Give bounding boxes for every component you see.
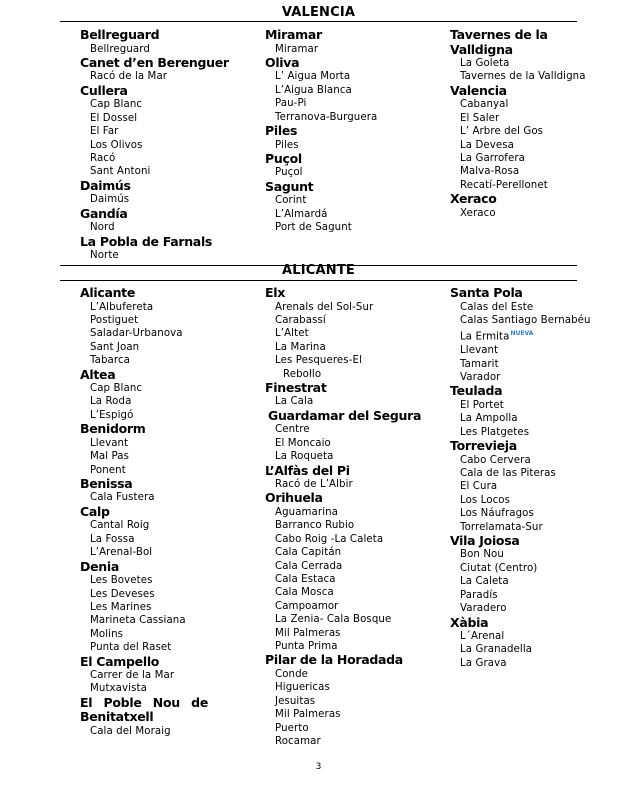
beach-item: Cala Cerrada — [275, 560, 343, 572]
beach-item: Higuericas — [275, 682, 330, 694]
beach-item: Carrer de la Mar — [90, 670, 175, 682]
municipality-group — [265, 28, 450, 56]
beach-item: Rocamar — [275, 735, 321, 747]
beach-item: Cala del Moraig — [90, 725, 171, 737]
beach-item: El Portet — [460, 399, 504, 411]
municipality-name: L’Alfàs del Pi — [265, 462, 350, 478]
beach-item: Cabanyal — [460, 99, 509, 111]
beach-item: La Marina — [275, 341, 326, 353]
beach-item: Puerto — [275, 722, 309, 734]
beach-item: Les Pesqueres-El — [275, 355, 362, 367]
beach-item: Aguamarina — [275, 506, 339, 518]
municipality-group — [80, 560, 265, 655]
beach-item: Los Náufragos — [460, 508, 534, 520]
alicante-column-2 — [265, 286, 450, 748]
beach-item: Mutxavista — [90, 683, 147, 695]
municipality-name: Pilar de la Horadada — [265, 652, 403, 668]
new-badge: NUEVA — [510, 330, 534, 338]
valencia-column-1 — [80, 28, 265, 262]
beach-item: La Goleta — [460, 58, 510, 69]
municipality-group — [450, 192, 635, 220]
municipality-name: Teulada — [450, 383, 503, 399]
municipality-group — [265, 180, 450, 235]
municipality-group — [265, 286, 450, 381]
beach-item: Los Olivos — [90, 139, 143, 151]
beach-item: Tamarit — [460, 358, 499, 370]
beach-item: Les Platgetes — [460, 426, 530, 438]
beach-item: Puçol — [275, 167, 303, 179]
beach-item: La Fossa — [90, 533, 135, 545]
section-title-valencia: VALENCIA — [281, 5, 356, 20]
municipality-group — [450, 286, 635, 384]
municipality-group — [450, 439, 635, 534]
municipality-group — [80, 655, 265, 696]
beach-item: Cala de las Piteras — [460, 467, 556, 479]
beach-item: La Cala — [275, 396, 314, 408]
municipality-group — [80, 368, 265, 423]
beach-label: La Ermita — [460, 331, 510, 343]
beach-item: Llevant — [90, 437, 129, 449]
municipality-name: Torrevieja — [450, 438, 517, 454]
beach-item: La Granadella — [460, 644, 533, 656]
beach-item: Cap Blanc — [90, 99, 143, 111]
municipality-name-continuation: Valldigna — [450, 41, 513, 57]
beach-item: Norte — [90, 250, 119, 262]
beach-item: Arenals del Sol-Sur — [275, 301, 374, 313]
beach-item: Varador — [460, 371, 501, 383]
municipality-name: Santa Pola — [450, 285, 523, 300]
beach-item: L’Espigó — [90, 409, 134, 421]
municipality-group — [450, 384, 635, 439]
beach-item: Conde — [275, 668, 309, 680]
page-number: 3 — [315, 762, 322, 772]
beach-item: Bellreguard — [90, 43, 150, 55]
municipality-name: Daimús — [80, 177, 131, 193]
municipality-name: Alicante — [80, 285, 136, 300]
beach-item: Carabassí — [275, 314, 326, 326]
municipality-name: Benissa — [80, 475, 133, 491]
beach-item: Les Marines — [90, 601, 152, 613]
municipality-name: Cullera — [80, 82, 128, 98]
beach-item: Llevant — [460, 345, 499, 357]
alicante-column-3 — [450, 286, 635, 670]
beach-item: Tavernes de la Valldigna — [460, 71, 586, 83]
municipality-name: Benidorm — [80, 421, 146, 437]
municipality-name: Tavernes de la — [450, 27, 548, 42]
valencia-column-3 — [450, 28, 635, 220]
beach-item: Calas del Este — [460, 301, 534, 313]
municipality-group — [450, 534, 635, 616]
municipality-name: El Campello — [80, 653, 160, 669]
beach-item: Molins — [90, 628, 124, 640]
municipality-group — [265, 381, 450, 409]
beach-item: Les Bovetes — [90, 575, 153, 587]
beach-item: Terranova-Burguera — [275, 111, 378, 123]
municipality-name: Xàbia — [450, 614, 489, 630]
municipality-name: Bellreguard — [80, 27, 160, 42]
beach-item: Cabo Cervera — [460, 454, 531, 466]
beach-item: Sant Antoni — [90, 166, 151, 178]
section-rule-alicante — [60, 280, 577, 281]
beach-item: Sant Joan — [90, 341, 140, 353]
beach-item: Mil Palmeras — [275, 709, 341, 721]
municipality-name: Orihuela — [265, 490, 323, 506]
municipality-name: La Pobla de Farnals — [80, 233, 213, 249]
beach-item: La Caleta — [460, 576, 509, 588]
beach-item: L’Aigua Blanca — [275, 84, 352, 96]
beach-item: Cabo Roig -La Caleta — [275, 533, 384, 545]
beach-item: Corint — [275, 195, 307, 207]
beach-item: L’Albufereta — [90, 301, 154, 313]
municipality-name: Gandía — [80, 205, 128, 221]
beach-item: El Moncaio — [275, 437, 331, 449]
beach-item: L´Arenal — [460, 631, 505, 643]
beach-item: Calas Santiago Bernabéu — [460, 314, 591, 326]
beach-item: L’ Aigua Morta — [275, 71, 351, 83]
municipality-name: Canet d’en Berenguer — [80, 54, 229, 70]
beach-item: Cala Capitán — [275, 547, 342, 559]
municipality-group — [265, 152, 450, 180]
municipality-group — [450, 616, 635, 671]
section-rule-valencia — [60, 21, 577, 22]
municipality-name: Vila Joiosa — [450, 532, 520, 548]
beach-item: Malva-Rosa — [460, 166, 520, 178]
beach-item: La Roda — [90, 396, 132, 408]
municipality-name: Finestrat — [265, 379, 327, 395]
beach-item: El Far — [90, 126, 119, 138]
beach-item: Racó — [90, 152, 116, 164]
municipality-group — [80, 28, 265, 56]
beach-item: Cala Fustera — [90, 492, 155, 504]
municipality-name: Calp — [80, 503, 110, 519]
beach-item: Cantal Roig — [90, 520, 150, 532]
municipality-name: Miramar — [265, 27, 322, 42]
beach-item: Recatí-Perellonet — [460, 179, 548, 191]
beach-item: El Saler — [460, 112, 500, 124]
beach-item: La Garrofera — [460, 152, 525, 164]
beach-item: Torrelamata-Sur — [460, 521, 543, 533]
municipality-group — [265, 56, 450, 124]
beach-item: Varadero — [460, 603, 507, 615]
beach-item: Daimús — [90, 194, 130, 206]
beach-item: Los Locos — [460, 494, 511, 506]
beach-item: La Roqueta — [275, 451, 334, 463]
beach-item: Punta del Raset — [90, 642, 172, 654]
beach-item-new — [450, 327, 635, 344]
beach-item: El Dossel — [90, 112, 138, 124]
beach-item: Pau-Pi — [275, 98, 307, 110]
valencia-column-2 — [265, 28, 450, 235]
beach-item: Tabarca — [90, 355, 130, 367]
beach-item: Xeraco — [460, 207, 496, 219]
municipality-group — [80, 235, 265, 263]
beach-item: L’Almardá — [275, 208, 328, 220]
beach-item: Marineta Cassiana — [90, 615, 186, 627]
alicante-column-1 — [80, 286, 265, 738]
municipality-group — [80, 179, 265, 207]
municipality-name: Xeraco — [450, 191, 497, 207]
beach-item-continuation: Rebollo — [283, 368, 322, 380]
beach-item: Ponent — [90, 464, 126, 476]
beach-item: Piles — [275, 139, 299, 151]
municipality-group — [80, 207, 265, 235]
beach-item: La Zenia- Cala Bosque — [275, 614, 392, 626]
beach-item: Cala Estaca — [275, 574, 336, 585]
beach-item: El Cura — [460, 481, 498, 493]
municipality-group — [265, 124, 450, 152]
municipality-group — [265, 653, 450, 748]
beach-item: Mil Palmeras — [275, 627, 341, 639]
beach-item: Cala Mosca — [275, 587, 334, 599]
beach-item: Paradís — [460, 589, 498, 601]
beach-item: Ciutat (Centro) — [460, 562, 538, 574]
municipality-name: Oliva — [265, 54, 300, 70]
beach-item: L’Altet — [275, 328, 309, 340]
beach-item: Barranco Rubio — [275, 520, 355, 532]
municipality-name-continuation: Benitatxell — [80, 709, 154, 725]
beach-item: Nord — [90, 222, 115, 234]
beach-item: Mal Pas — [90, 451, 130, 463]
municipality-name: El Poble Nou de — [80, 694, 208, 710]
beach-item: Bon Nou — [460, 549, 504, 561]
beach-item: Centre — [275, 424, 310, 436]
municipality-group — [80, 477, 265, 505]
municipality-group — [80, 505, 265, 560]
municipality-name: Elx — [265, 285, 285, 300]
beach-item: Racó de la Mar — [90, 71, 168, 83]
municipality-group — [80, 422, 265, 477]
municipality-name: Piles — [265, 123, 298, 139]
municipality-group — [265, 464, 450, 492]
beach-item: Port de Sagunt — [275, 222, 352, 234]
beach-item: La Devesa — [460, 139, 515, 151]
municipality-name: Valencia — [450, 82, 507, 98]
beach-item: Miramar — [275, 43, 319, 55]
municipality-group — [80, 696, 265, 738]
municipality-group — [450, 84, 635, 192]
beach-item: Cap Blanc — [90, 383, 143, 395]
municipality-group — [80, 84, 265, 179]
section-title-alicante: ALICANTE — [281, 263, 355, 278]
municipality-name: Altea — [80, 366, 116, 382]
beach-item: La Ampolla — [460, 413, 518, 425]
beach-item: Racó de L’Albir — [275, 479, 353, 491]
municipality-name: Sagunt — [265, 178, 314, 194]
municipality-group — [80, 56, 265, 84]
municipality-group — [80, 286, 265, 368]
municipality-name: Puçol — [265, 150, 302, 166]
beach-item: Postiguet — [90, 314, 139, 326]
municipality-group — [450, 28, 635, 84]
beach-item: L’Arenal-Bol — [90, 547, 153, 559]
municipality-group — [265, 409, 450, 464]
beach-item: Saladar-Urbanova — [90, 328, 183, 340]
municipality-name: Denia — [80, 558, 119, 574]
beach-item: Campoamor — [275, 600, 339, 612]
municipality-name: Guardamar del Segura — [268, 407, 422, 423]
beach-item: Les Deveses — [90, 588, 155, 600]
beach-item: Punta Prima — [275, 641, 338, 653]
beach-item: La Grava — [460, 657, 507, 669]
beach-item: Jesuitas — [275, 695, 316, 707]
beach-item: L’ Arbre del Gos — [460, 126, 544, 138]
municipality-group — [265, 491, 450, 653]
